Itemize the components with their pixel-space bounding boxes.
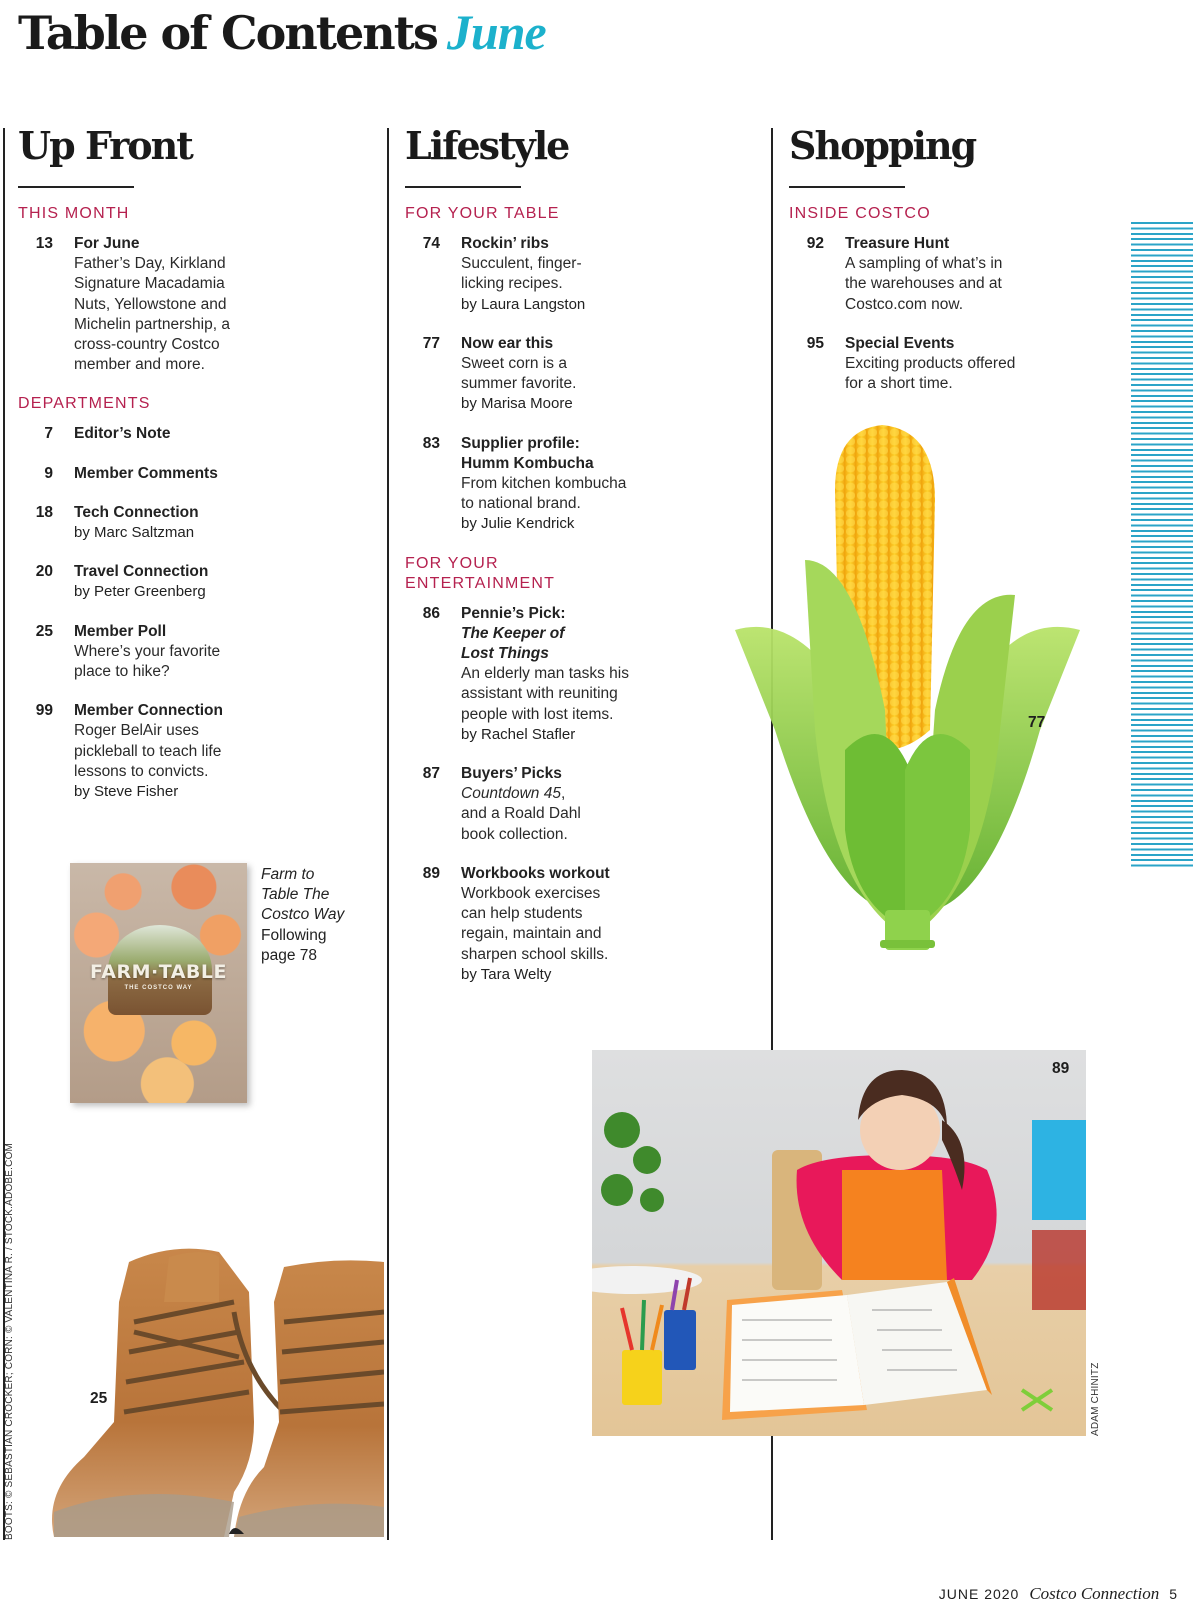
entry-title: Travel Connection	[74, 563, 209, 581]
entry-title: Tech Connection	[74, 503, 199, 521]
farm-table-promo[interactable]	[261, 865, 344, 966]
page-number: 83	[422, 434, 440, 452]
section-label-this-month: THIS MONTH	[18, 205, 130, 222]
page-number: 13	[35, 235, 53, 252]
column-up-front	[18, 122, 378, 821]
promo-subtitle-line: Following	[261, 926, 327, 944]
entry-desc-line: Exciting products offered	[845, 355, 1016, 373]
entry-desc-line: people with lost items.	[461, 705, 614, 723]
boots-page-marker: 25	[90, 1390, 108, 1407]
toc-entry[interactable]	[405, 234, 765, 315]
entry-desc-line: Sweet corn is a	[461, 355, 567, 373]
workbook-illustration	[592, 1050, 1086, 1436]
promo-subtitle-line: page 78	[261, 946, 318, 964]
page-title	[18, 4, 546, 61]
entry-desc-line: Where’s your favorite	[74, 642, 221, 660]
entry-title: Workbooks workout	[461, 864, 610, 882]
corn-page-marker: 77	[1028, 714, 1046, 731]
entry-desc-punct: ,	[560, 785, 566, 803]
page-number: 89	[422, 864, 440, 882]
section-label-line: ENTERTAINMENT	[405, 574, 556, 592]
page-number: 99	[35, 702, 53, 720]
page-title-month: June	[446, 4, 546, 60]
toc-entry[interactable]	[18, 234, 378, 375]
entry-byline: by Julie Kendrick	[461, 515, 575, 533]
entry-desc-line: Costco.com now.	[845, 295, 964, 313]
entry-byline: by Laura Langston	[461, 295, 586, 313]
footer-magazine-name: Costco Connection	[1029, 1584, 1160, 1600]
toc-entry[interactable]	[18, 622, 378, 683]
farm-table-cover-image[interactable]	[70, 863, 247, 1103]
page-number: 18	[35, 503, 53, 521]
heading-rule	[789, 186, 905, 188]
toc-entry[interactable]	[789, 234, 1119, 315]
workbook-page-marker: 89	[1052, 1060, 1070, 1077]
page-number: 9	[44, 464, 53, 482]
promo-title-line: Farm to	[261, 866, 315, 883]
entry-desc-line: licking recipes.	[461, 275, 563, 293]
entry-desc-line: book collection.	[461, 825, 568, 843]
entry-desc-line: An elderly man tasks his	[461, 665, 629, 683]
entry-desc-line: lessons to convicts.	[74, 762, 209, 780]
entry-desc-line: member and more.	[74, 356, 205, 374]
column-shopping	[789, 122, 1119, 413]
column-divider-1	[387, 128, 389, 1540]
entry-desc-line: A sampling of what’s in	[845, 255, 1003, 273]
toc-entry[interactable]	[405, 864, 765, 985]
toc-entry[interactable]	[789, 334, 1119, 395]
entry-title: Special Events	[845, 334, 955, 352]
entry-title: For June	[74, 235, 140, 252]
toc-entry[interactable]	[405, 334, 765, 415]
page-number: 20	[35, 563, 53, 581]
entry-title: Rockin’ ribs	[461, 235, 549, 252]
entry-title: Member Connection	[74, 702, 223, 720]
entry-byline: by Steve Fisher	[74, 783, 179, 801]
column-heading: Lifestyle	[405, 123, 569, 168]
toc-entry[interactable]	[405, 604, 765, 745]
entry-title: Editor’s Note	[74, 425, 171, 443]
entry-byline: by Rachel Stafler	[461, 725, 576, 743]
entry-desc-line: sharpen school skills.	[461, 945, 609, 963]
page-number: 86	[422, 604, 440, 622]
entry-desc-line: the warehouses and at	[845, 275, 1002, 293]
entry-title-line-2: Humm Kombucha	[461, 454, 594, 472]
entry-desc-line: regain, maintain and	[461, 925, 602, 943]
entry-title: Supplier profile:	[461, 434, 580, 452]
page-number: 87	[422, 765, 440, 783]
section-label-line: FOR YOUR	[405, 554, 499, 572]
entry-title: Now ear this	[461, 334, 554, 352]
entry-desc-line: place to hike?	[74, 663, 170, 681]
decorative-stripes	[1131, 222, 1193, 867]
column-heading: Up Front	[18, 123, 192, 168]
page-number: 7	[44, 425, 53, 443]
toc-entry[interactable]	[405, 434, 765, 535]
page-number: 77	[422, 334, 440, 352]
cover-title: FARM·TABLE	[89, 961, 228, 983]
heading-rule	[18, 186, 134, 188]
toc-entry[interactable]	[405, 764, 765, 845]
entry-byline: by Marisa Moore	[461, 395, 573, 413]
entry-title: Pennie’s Pick:	[461, 604, 566, 622]
heading-rule	[405, 186, 521, 188]
section-label-departments: DEPARTMENTS	[18, 395, 151, 413]
entry-desc-line: Roger BelAir uses	[74, 722, 199, 740]
footer-page-number: 5	[1169, 1586, 1178, 1600]
entry-desc-line: Signature Macadamia	[74, 275, 225, 293]
entry-desc-line: to national brand.	[461, 495, 581, 513]
entry-title: Buyers’ Picks	[461, 765, 562, 783]
entry-desc-line: cross-country Costco	[74, 336, 220, 354]
entry-byline: by Tara Welty	[461, 965, 552, 983]
cover-subtitle: THE COSTCO WAY	[124, 985, 193, 991]
footer-date: JUNE 2020	[938, 1586, 1020, 1600]
promo-title-line: Table The	[261, 886, 330, 904]
column-heading: Shopping	[789, 123, 976, 168]
entry-desc-line: can help students	[461, 905, 583, 923]
entry-italic-desc: Countdown 45	[461, 785, 561, 803]
toc-entry[interactable]	[18, 424, 378, 444]
entry-desc-line: Workbook exercises	[461, 885, 601, 903]
entry-byline: by Marc Saltzman	[74, 524, 195, 542]
page-number: 25	[35, 622, 53, 640]
entry-desc-line: Nuts, Yellowstone and	[74, 295, 227, 313]
section-label-for-your-entertainment	[405, 554, 765, 594]
entry-book-title-line: Lost Things	[461, 645, 549, 663]
entry-desc-line: From kitchen kombucha	[461, 475, 627, 493]
page-number: 95	[806, 334, 824, 352]
section-label-inside-costco: INSIDE COSTCO	[789, 205, 931, 222]
entry-title: Treasure Hunt	[845, 235, 950, 252]
page-number: 92	[806, 235, 824, 252]
entry-book-title-line: The Keeper of	[461, 624, 565, 642]
entry-desc-line: Michelin partnership, a	[74, 315, 230, 333]
entry-title: Member Poll	[74, 622, 167, 640]
entry-desc-line: Succulent, finger-	[461, 255, 582, 273]
entry-desc-line: Father’s Day, Kirkland	[74, 255, 226, 273]
promo-title-line: Costco Way	[261, 906, 345, 924]
workbook-photo	[592, 1050, 1086, 1436]
entry-desc-line: and a Roald Dahl	[461, 805, 581, 823]
column-divider-2-lower	[771, 1436, 773, 1540]
entry-byline: by Peter Greenberg	[74, 583, 206, 601]
page-title-text: Table of Contents	[18, 6, 437, 60]
toc-entry[interactable]	[18, 562, 378, 602]
photo-credit-right: ADAM CHINITZ	[1090, 1362, 1101, 1436]
toc-entry[interactable]	[18, 701, 378, 802]
entry-title: Member Comments	[74, 464, 218, 482]
hiking-boots-image	[44, 1222, 384, 1552]
toc-entry[interactable]	[18, 464, 378, 484]
page-footer	[939, 1584, 1178, 1600]
entry-desc-line: assistant with reuniting	[461, 685, 618, 703]
toc-entry[interactable]	[18, 503, 378, 543]
entry-desc-line: pickleball to teach life	[74, 742, 222, 760]
column-lifestyle	[405, 122, 765, 1004]
page-number: 74	[422, 235, 440, 252]
photo-credit-left: BOOTS: © SEBASTIAN CROCKER; CORN: © VALENTINA R. / STOCK.ADOBE.COM	[4, 1142, 15, 1540]
section-label-for-your-table: FOR YOUR TABLE	[405, 205, 560, 222]
entry-desc-line: for a short time.	[845, 375, 953, 393]
entry-desc-line: summer favorite.	[461, 375, 577, 393]
